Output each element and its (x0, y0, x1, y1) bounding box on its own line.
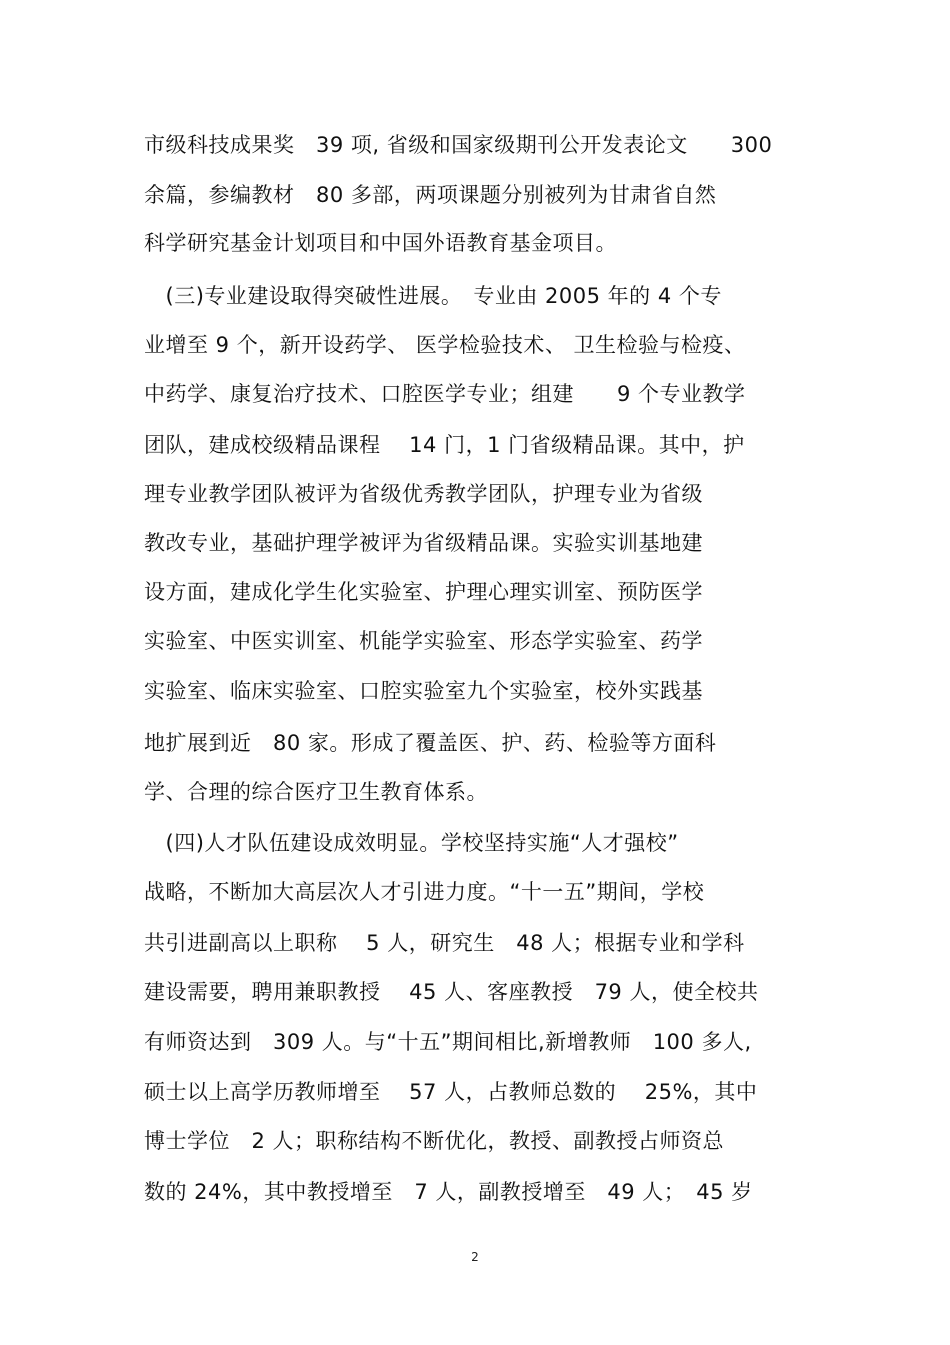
text-line-4: (三)专业建设取得突破性进展。 专业由 2005 年的 4 个专 (144, 284, 722, 308)
text-line-2: 余篇，参编教材 80 多部，两项课题分别被列为甘肃省自然 (144, 183, 717, 207)
text-line-9: 教改专业，基础护理学被评为省级精品课。实验实训基地建 (144, 531, 703, 555)
text-line-13: 地扩展到近 80 家。形成了覆盖医、护、药、检验等方面科 (144, 731, 717, 755)
text-line-16: 战略，不断加大高层次人才引进力度。“十一五”期间，学校 (144, 880, 705, 904)
text-line-3: 科学研究基金计划项目和中国外语教育基金项目。 (144, 231, 617, 255)
text-line-22: 数的 24%，其中教授增至 7 人，副教授增至 49 人； 45 岁 (144, 1180, 753, 1204)
text-line-1: 市级科技成果奖 39 项, 省级和国家级期刊公开发表论文 300 (144, 133, 773, 157)
text-line-19: 有师资达到 309 人。与“十五”期间相比,新增教师 100 多人, (144, 1030, 752, 1054)
text-line-10: 设方面，建成化学生化实验室、护理心理实训室、预防医学 (144, 580, 703, 604)
text-line-8: 理专业教学团队被评为省级优秀教学团队，护理专业为省级 (144, 482, 703, 506)
text-line-12: 实验室、临床实验室、口腔实验室九个实验室，校外实践基 (144, 679, 703, 703)
text-line-11: 实验室、中医实训室、机能学实验室、形态学实验室、药学 (144, 629, 703, 653)
text-line-20: 硕士以上高学历教师增至 57 人，占教师总数的 25%，其中 (144, 1080, 758, 1104)
text-line-5: 业增至 9 个，新开设药学、 医学检验技术、 卫生检验与检疫、 (144, 333, 746, 357)
text-line-14: 学、合理的综合医疗卫生教育体系。 (144, 780, 488, 804)
text-line-6: 中药学、康复治疗技术、口腔医学专业；组建 9 个专业教学 (144, 382, 746, 406)
page-number: 2 (471, 1250, 479, 1264)
text-line-17: 共引进副高以上职称 5 人，研究生 48 人；根据专业和学科 (144, 931, 745, 955)
text-line-21: 博士学位 2 人；职称结构不断优化，教授、副教授占师资总 (144, 1129, 725, 1153)
text-line-7: 团队，建成校级精品课程 14 门，1 门省级精品课。其中，护 (144, 433, 745, 457)
text-line-15: (四)人才队伍建设成效明显。学校坚持实施“人才强校” (144, 831, 679, 855)
text-line-18: 建设需要，聘用兼职教授 45 人、客座教授 79 人，使全校共 (144, 980, 759, 1004)
